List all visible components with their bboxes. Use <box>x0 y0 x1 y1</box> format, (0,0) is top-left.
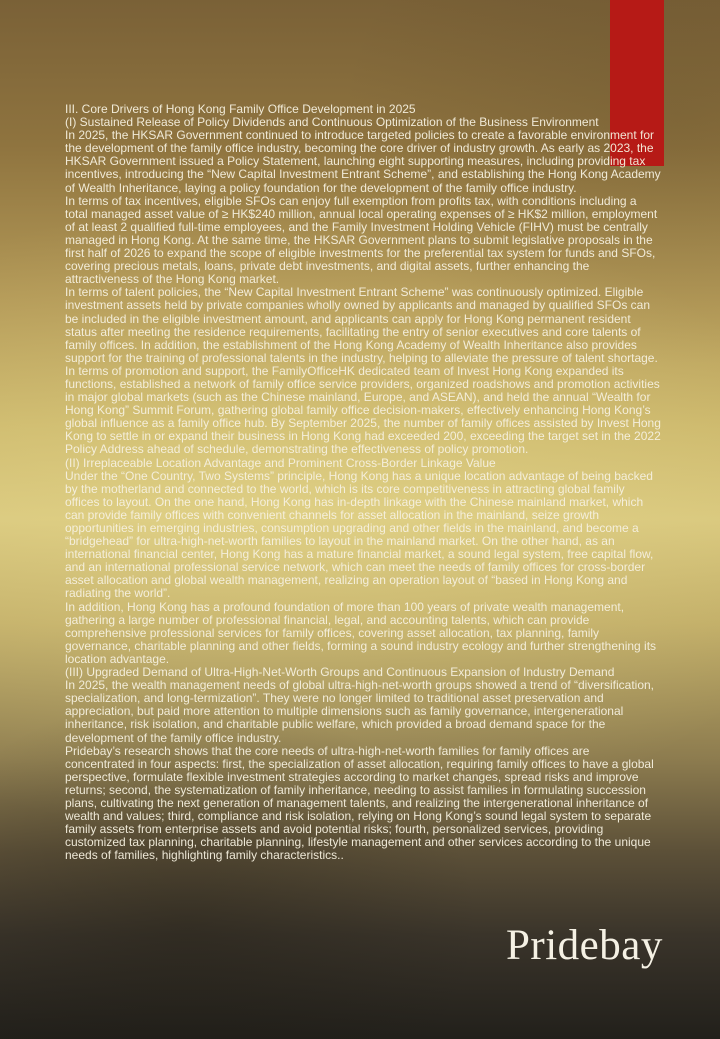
section-2-heading: (II) Irreplaceable Location Advantage and Prominent Cross-Border Linkage Value <box>65 455 496 470</box>
section-3-heading: (III) Upgraded Demand of Ultra-High-Net-Worth Groups and Continuous Expansion of Industry Demand <box>65 665 615 680</box>
paragraph: In addition, Hong Kong has a profound foundation of more than 100 years of private wealth management, gathering a large number of professional financial, legal, and accounting talents, which can provide comprehensive professional services for family offices, covering asset allocation, tax planning, family governance, charitable planning and other fields, forming a sound industry ecology and further strengthening its location advantage. <box>65 599 657 666</box>
article-body <box>65 103 662 862</box>
paragraph: Under the “One Country, Two Systems” principle, Hong Kong has a unique location advantage of being backed by the motherland and connected to the world, which is its core competitiveness in attracting global family offices to layout. On the one hand, Hong Kong has in-depth linkage with the Chinese mainland market, which can provide family offices with convenient channels for asset allocation in the mainland, seize growth opportunities in emerging industries, consumption upgrading and other fields in the mainland, and become a “bridgehead” for ultra-high-net-worth families to layout in the mainland market. On the other hand, as an international financial center, Hong Kong has a mature financial market, a sound legal system, free capital flow, and an international professional service network, which can meet the needs of family offices for cross-border asset allocation and global wealth management, realizing an operation layout of “based in Hong Kong and radiating the world”. <box>65 468 654 601</box>
paragraph: In terms of promotion and support, the FamilyOfficeHK dedicated team of Invest Hong Kong expanded its functions, established a network of family office service providers, organized roadshows and promotion activities in major global markets (such as the Chinese mainland, Europe, and ASEAN), and held the annual “Wealth for Hong Kong” Summit Forum, gathering global family office decision-makers, effectively enhancing Hong Kong’s global influence as a family office hub. By September 2025, the number of family offices assisted by Invest Hong Kong to settle in or expand their business in Hong Kong had exceeded 200, exceeding the target set in the 2022 Policy Address ahead of schedule, demonstrating the effectiveness of policy promotion. <box>65 363 661 457</box>
paragraph: In terms of tax incentives, eligible SFOs can enjoy full exemption from profits tax, with conditions including a total managed asset value of ≥ HK$240 million, annual local operating expenses of ≥ HK$2 million, employment of at least 2 qualified full-time employees, and the Family Investment Holding Vehicle (FIHV) must be centrally managed in Hong Kong. At the same time, the HKSAR Government plans to submit legislative proposals in the first half of 2026 to expand the scope of eligible investments for the preferential tax system for funds and SFOs, covering precious metals, loans, private debt investments, and digital assets, further enhancing the attractiveness of the Hong Kong market. <box>65 193 658 287</box>
pridebay-logo: Pridebay <box>506 922 663 969</box>
paragraph: In 2025, the wealth management needs of global ultra-high-net-worth groups showed a trend of “diversification, specialization, and long-termization”. They were no longer limited to traditional asset preservation and appreciation, but paid more attention to multiple dimensions such as family governance, intergenerational inheritance, risk isolation, and charitable public welfare, which provided a broad demand space for the development of the family office industry. <box>65 678 655 745</box>
paragraph: In 2025, the HKSAR Government continued to introduce targeted policies to create a favorable environment for the development of the family office industry, becoming the core driver of industry growth. As early as 2023, the HKSAR Government issued a Policy Statement, launching eight supporting measures, including providing tax incentives, introducing the “New Capital Investment Entrant Scheme”, and establishing the Hong Kong Academy of Wealth Inheritance, laying a policy foundation for the development of the family office industry. <box>65 128 661 195</box>
paragraph: In terms of talent policies, the “New Capital Investment Entrant Scheme” was continuously optimized. Eligible investment assets held by private companies wholly owned by applicants and managed by qualified SFOs can be included in the eligible investment amount, and applicants can apply for Hong Kong permanent resident status after meeting the residence requirements, facilitating the entry of senior executives and core talents of family offices. In addition, the establishment of the Hong Kong Academy of Wealth Inheritance also provides support for the training of professional talents in the industry, helping to alleviate the pressure of talent shortage. <box>65 285 658 365</box>
article-title: III. Core Drivers of Hong Kong Family Office Development in 2025 <box>65 102 416 116</box>
section-1-heading: (I) Sustained Release of Policy Dividends and Continuous Optimization of the Business Environment <box>65 115 599 130</box>
paragraph: Pridebay’s research shows that the core needs of ultra-high-net-worth families for family offices are concentrated in four aspects: first, the specialization of asset allocation, requiring family offices to have a global perspective, formulate flexible investment strategies according to market changes, spread risks and improve returns; second, the systematization of family inheritance, needing to assist families in formulating succession plans, cultivating the next generation of management talents, and realizing the intergenerational inheritance of wealth and values; third, compliance and risk isolation, relying on Hong Kong’s sound legal system to separate family assets from enterprise assets and avoid potential risks; fourth, personalized services, providing customized tax planning, charitable planning, lifestyle management and other services according to the unique needs of families, highlighting family characteristics.. <box>65 743 654 863</box>
